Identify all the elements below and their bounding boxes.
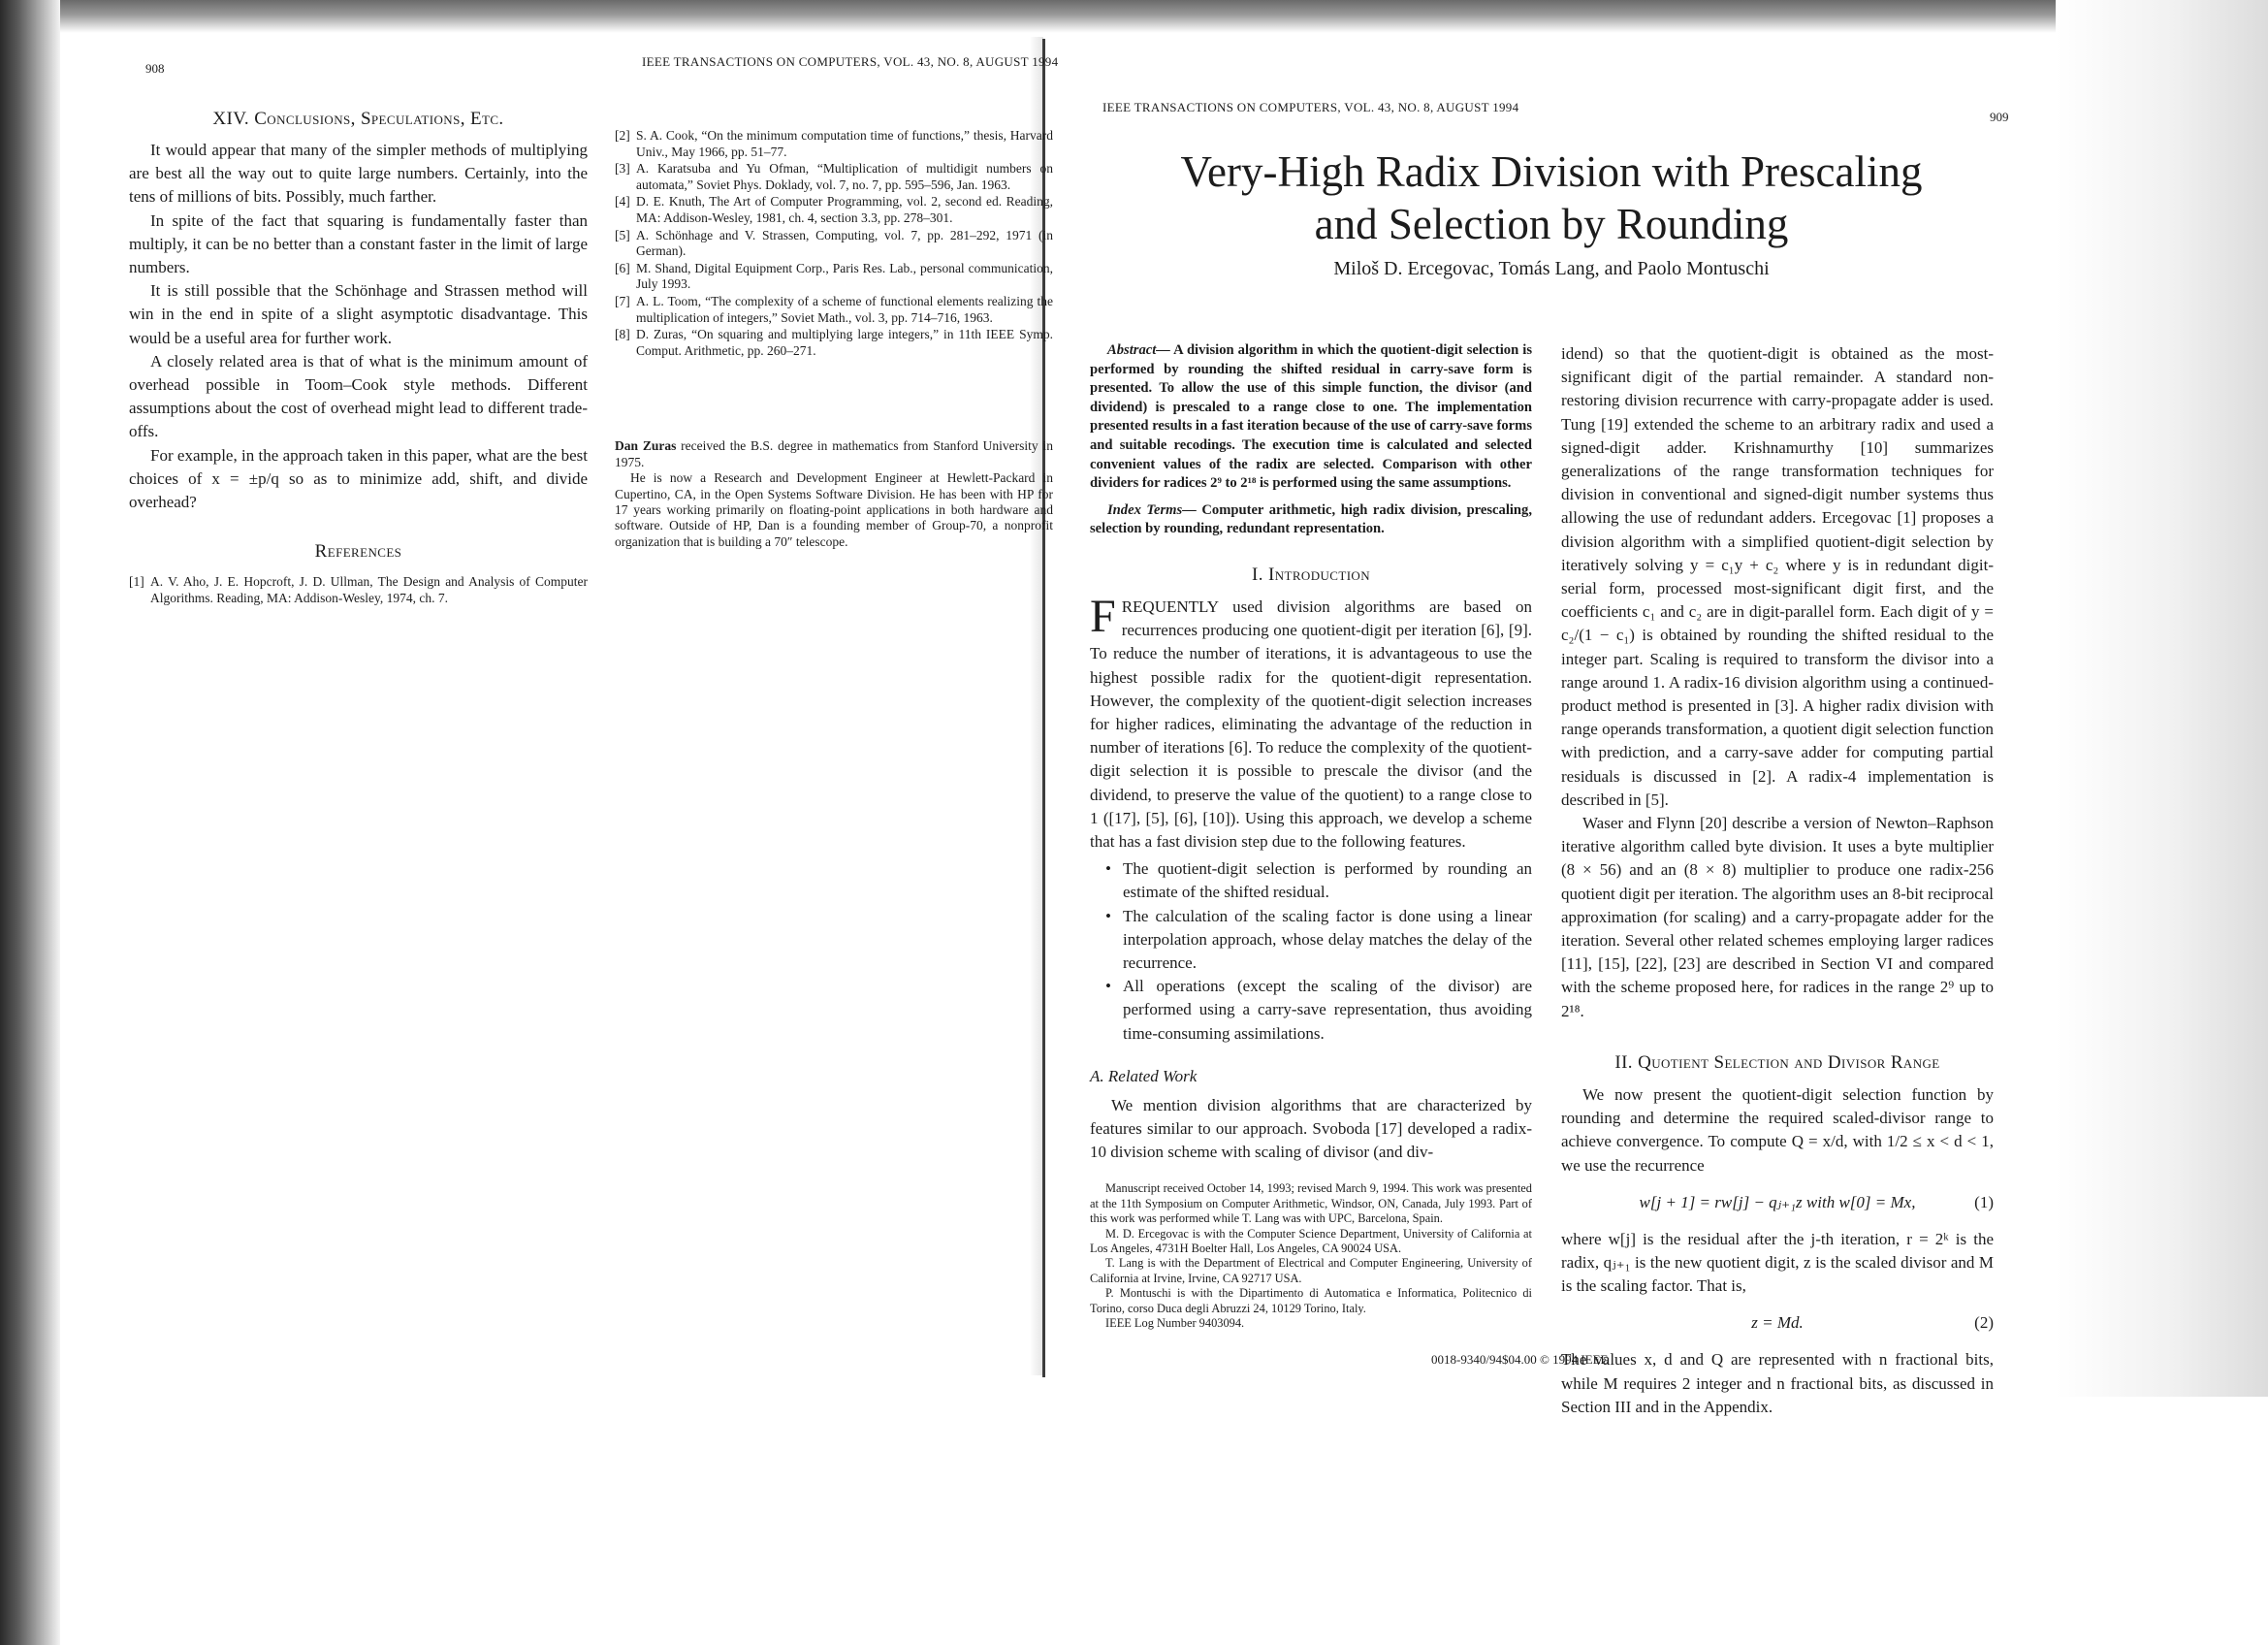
related-work-body (1090, 1094, 1532, 1165)
paragraph: We mention division algorithms that are characterized by features similar to our approach. Svoboda [17] developed a radix-10 division scheme with scaling of divisor (and div- (1090, 1095, 1532, 1162)
reference-number: [1] (129, 574, 144, 590)
paragraph: A closely related area is that of what is the minimum amount of overhead possible in Toom–Cook style methods. Different assumptions about the cost of overhead might lead to different trade-offs. (129, 351, 588, 441)
reference-list-col1 (129, 574, 588, 606)
feature-list (1090, 857, 1532, 1046)
reference-item (615, 294, 1053, 326)
reference-text: A. L. Toom, “The complexity of a scheme of functional elements realizing the multiplication of integers,” Soviet Math., vol. 3, pp. 714–716, 1963. (636, 293, 1053, 325)
title-line: Very-High Radix Division with Prescaling (1180, 147, 1923, 196)
author-list: Miloš D. Ercegovac, Tomás Lang, and Paolo Montuschi (1333, 258, 1770, 279)
equation-number: (2) (1974, 1313, 1994, 1333)
reference-number: [2] (615, 128, 630, 143)
equation-2 (1561, 1313, 1994, 1333)
paragraph: Waser and Flynn [20] describe a version of Newton–Raphson iterative algorithm called byte division. It uses a byte multiplier (8 × 56) and an (8 × 8) multiplier to produce one radix-256 quotient digit per iteration. The algorithm uses an 8-bit reciprocal approximation (for scaling) and a carry-propagate adder for the iteration. Several other related schemes employing larger radices [11], [15], [22], [23] are described in Section VI and compared with the scheme proposed here, for radices in the range 2⁹ up to 2¹⁸. (1561, 814, 1994, 1020)
reference-text: S. A. Cook, “On the minimum computation time of functions,” thesis, Harvard Univ., May 1966, pp. 51–77. (636, 128, 1053, 159)
section-2-body (1561, 1228, 1994, 1299)
introduction-body (1090, 590, 1532, 1046)
page-number-right: 909 (1990, 110, 2009, 124)
equation-text: w[j + 1] = rw[j] − qⱼ₊₁z with w[0] = Mx, (1639, 1192, 1916, 1211)
reference-item (615, 128, 1053, 160)
left-column-2 (615, 128, 1053, 550)
scan-shadow-right (2056, 0, 2268, 1397)
equation-1 (1561, 1193, 1994, 1212)
page-number-left: 908 (145, 61, 165, 76)
reference-number: [8] (615, 327, 630, 342)
reference-item (129, 574, 588, 606)
paragraph: REQUENTLY used division algorithms are based on recurrences producing one quotient-digit per iteration [6], [9]. To reduce the number of iterations, it is advantageous to use the highest possible radix for the quotient-digit representation. However, the complexity of the quotient-digit selection increases for higher radices, eliminating the advantage of the reduction in number of iterations [6]. To reduce the complexity of the quotient-digit selection it is possible to prescale the divisor (and the dividend, to preserve the value of the quotient) to a range close to 1 ([17], [5], [6], [10]). Using this approach, we develop a scheme that has a fast division step due to the following features. (1090, 597, 1532, 851)
section-2-body (1561, 1083, 1994, 1177)
bio-name: Dan Zuras (615, 438, 677, 454)
subsection-title-related-work: A. Related Work (1090, 1066, 1198, 1085)
footnotes (1090, 1181, 1532, 1331)
right-column-2 (1561, 342, 1994, 1419)
section-title-quotient-selection: II. Quotient Selection and Divisor Range (1614, 1051, 1940, 1073)
reference-item (615, 228, 1053, 260)
related-work-continued (1561, 342, 1994, 1023)
footnote: Manuscript received October 14, 1993; revised March 9, 1994. This work was presented at the 11th Symposium on Computer Arithmetic, Windsor, ON, Canada, July 1993. Part of this work was performed while T. Lang was with UPC, Barcelona, Spain. (1090, 1181, 1532, 1226)
reference-number: [3] (615, 161, 630, 177)
reference-list-col2 (615, 128, 1053, 359)
reference-number: [7] (615, 293, 630, 308)
index-terms-text: Computer arithmetic, high radix division, prescaling, selection by rounding, redundant representation. (1090, 501, 1532, 537)
reference-text: A. V. Aho, J. E. Hopcroft, J. D. Ullman, The Design and Analysis of Computer Algorithms. Reading, MA: Addison-Wesley, 1974, ch. 7. (150, 574, 588, 605)
paragraph: It would appear that many of the simpler methods of multiplying are best all the way out to quite large numbers. Certainly, into the tens of millions of bits. Possibly, much farther. (129, 141, 588, 207)
reference-item (615, 161, 1053, 193)
paragraph: where w[j] is the residual after the j-th iteration, r = 2ᵏ is the radix, qⱼ₊₁ is the new quotient digit, z is the scaled divisor and M is the scaling factor. That is, (1561, 1229, 1994, 1296)
drop-cap: F (1090, 590, 1116, 642)
footnote: P. Montuschi is with the Dipartimento di Automatica e Informatica, Politecnico di Torino, corso Duca degli Abruzzi 24, 10129 Torino, Italy. (1090, 1286, 1532, 1315)
references-title: References (314, 541, 402, 563)
list-item: • All operations (except the scaling of the divisor) are performed using a carry-save representation, thus avoiding time-consuming assimilations. (1123, 975, 1532, 1046)
author-bio (615, 438, 1053, 550)
running-header-right: IEEE TRANSACTIONS ON COMPUTERS, VOL. 43, NO. 8, AUGUST 1994 (1102, 100, 1519, 114)
footnote: M. D. Ercegovac is with the Computer Science Department, University of California at Los Angeles, 4731H Boelter Hall, Los Angeles, CA 90024 USA. (1090, 1226, 1532, 1256)
paragraph: The values x, d and Q are represented with n fractional bits, while M requires 2 integer and n fractional bits, as discussed in Section III and in the Appendix. (1561, 1350, 1994, 1416)
index-terms-label: Index Terms— (1107, 501, 1197, 518)
abstract-text: A division algorithm in which the quotient-digit selection is performed by rounding the shifted residual in carry-save form is presented. To allow the use of this simple function, the divisor (and dividend) is prescaled to a range close to one. The implementation presented results in a fast iteration because of the use of carry-save forms and suitable recodings. The execution time is calculated and selected convenient values of the radix are selected. Comparison with other dividers for radices 2⁹ to 2¹⁸ is performed using the same assumptions. (1090, 342, 1532, 492)
reference-text: A. Karatsuba and Yu Ofman, “Multiplication of multidigit numbers on automata,” Soviet Phys. Doklady, vol. 7, no. 7, pp. 595–596, Jan. 1963. (636, 161, 1053, 192)
reference-number: [4] (615, 194, 630, 210)
conclusions-body (129, 139, 588, 514)
paragraph: In spite of the fact that squaring is fundamentally faster than multiply, it can be no better than a constant faster in the limit of large numbers. (129, 210, 588, 277)
reference-text: M. Shand, Digital Equipment Corp., Paris Res. Lab., personal communication, July 1993. (636, 260, 1053, 292)
abstract-label: Abstract— (1107, 342, 1170, 358)
paragraph: It is still possible that the Schönhage and Strassen method will win in the end in spite of a slight asymptotic disadvantage. This would be a useful area for further work. (129, 281, 588, 347)
list-item: • The quotient-digit selection is performed by rounding an estimate of the shifted residual. (1123, 857, 1532, 904)
equation-text: z = Md. (1751, 1313, 1804, 1333)
reference-text: A. Schönhage and V. Strassen, Computing, vol. 7, pp. 281–292, 1971 (in German). (636, 227, 1053, 259)
scan-shadow-top (0, 0, 2268, 33)
abstract (1090, 341, 1532, 539)
scan-shadow-left (0, 0, 60, 1645)
paper-title (1115, 145, 1988, 250)
reference-item (615, 194, 1053, 226)
paragraph: We now present the quotient-digit selection function by rounding and determine the required scaled-divisor range to achieve convergence. To compute Q = x/d, with 1/2 ≤ x < d < 1, we use the recurrence (1561, 1084, 1994, 1175)
section-title-conclusions: XIV. Conclusions, Speculations, Etc. (212, 109, 504, 129)
copyright-line: 0018-9340/94$04.00 © 1994 IEEE (1431, 1352, 1609, 1367)
reference-number: [5] (615, 227, 630, 242)
reference-item (615, 327, 1053, 359)
reference-item (615, 261, 1053, 293)
right-column-1 (1090, 341, 1532, 1331)
reference-text: D. Zuras, “On squaring and multiplying large integers,” in 11th IEEE Symp. Comput. Arithmetic, pp. 260–271. (636, 327, 1053, 358)
section-title-introduction: I. Introduction (1251, 564, 1371, 585)
running-header-left: IEEE TRANSACTIONS ON COMPUTERS, VOL. 43, NO. 8, AUGUST 1994 (642, 54, 1059, 69)
section-2-body (1561, 1348, 1994, 1419)
footnote: T. Lang is with the Department of Electrical and Computer Engineering, University of California at Irvine, Irvine, CA 92717 USA. (1090, 1256, 1532, 1285)
left-column-1 (129, 109, 588, 607)
reference-number: [6] (615, 260, 630, 275)
paragraph: idend) so that the quotient-digit is obtained as the most-significant digit of the partial remainder. A standard non-restoring division recurrence with carry-propagate adder is used. Tung [19] extended the scheme to an arbitrary radix and used a signed-digit adder. Krishnamurthy [10] summarizes generalizations of the range transformation techniques for division in conventional and signed-digit number systems thus allowing the use of redundant adders. Ercegovac [1] proposes a division algorithm with a simplified quotient-digit selection by iteratively solving y = c₁y + c₂ where y is in redundant digit-serial form, processed most-significant digit first, and the coefficients c₁ and c₂ are in digit-parallel form. Each digit of y = c₂/(1 − c₁) is obtained by rounding the shifted residual to the integer part. Scaling is required to transform the divisor into a range around 1. A radix-16 division algorithm using a continued-product method is presented in [3]. A higher radix division with range operands transformation, a quotient digit selection function with prediction, and a carry-save adder for computing partial residuals is discussed in [2]. A radix-4 implementation is described in [5]. (1561, 344, 1994, 809)
list-item: • The calculation of the scaling factor is done using a linear interpolation approach, whose delay matches the delay of the recurrence. (1123, 905, 1532, 976)
reference-text: D. E. Knuth, The Art of Computer Programming, vol. 2, second ed. Reading, MA: Addison-Wesley, 1981, ch. 4, section 3.3, pp. 278–301. (636, 194, 1053, 225)
title-line: and Selection by Rounding (1314, 200, 1789, 248)
footnote: IEEE Log Number 9403094. (1105, 1316, 1245, 1331)
paragraph: For example, in the approach taken in this paper, what are the best choices of x = ±p/q so as to minimize add, shift, and divide overhead? (129, 445, 588, 512)
bio-text: He is now a Research and Development Engineer at Hewlett-Packard in Cupertino, CA, in the Open Systems Software Division. He has been with HP for 17 years working primarily on floating-point applications in both hardware and software. Outside of HP, Dan is a founding member of Group-70, a nonprofit organization that is building a 70″ telescope. (615, 470, 1053, 549)
bio-text: received the B.S. degree in mathematics from Stanford University in 1975. (615, 438, 1053, 469)
equation-number: (1) (1974, 1192, 1994, 1211)
